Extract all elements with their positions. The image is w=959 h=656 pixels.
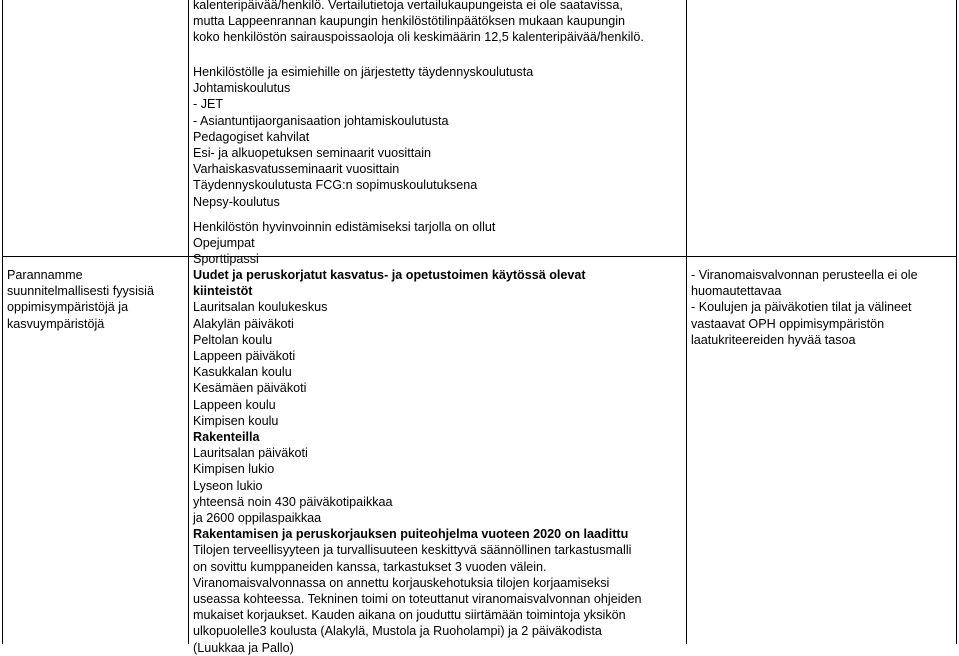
text-line: yhteensä noin 430 päiväkotipaikkaa	[193, 494, 393, 509]
text-line: Alakylän päiväkoti	[193, 316, 294, 331]
evaluation-cell	[691, 267, 918, 348]
text-line: - Asiantuntijaorganisaation johtamiskoulutusta	[193, 113, 449, 128]
text-line: Täydennyskoulutusta FCG:n sopimuskoulutuksena	[193, 178, 478, 193]
text-line: Sporttipassi	[193, 252, 259, 267]
text-line: Henkilöstön hyvinvoinnin edistämiseksi tarjolla on ollut	[193, 220, 496, 234]
text-line: laatukriteereiden hyvää tasoa	[691, 332, 856, 347]
text-line: oppimisympäristöjä ja	[7, 300, 129, 315]
text-line: kalenteripäivää/henkilö. Vertailutietoja vertailukaupungeista ei ole saatavissa,	[193, 0, 623, 12]
text-line: useassa kohteessa. Tekninen toimi on toteuttanut viranomaisvalvonnan ohjeiden	[193, 592, 642, 607]
text-line: Nepsy-koulutus	[193, 194, 280, 209]
section-heading: kiinteistöt	[193, 284, 253, 299]
column-divider-1	[188, 0, 189, 644]
text-line: Lyseon lukio	[193, 478, 263, 493]
text-line: ulkopuolelle3 koulusta (Alakylä, Mustola ja Ruoholampi) ja 2 päiväkodista	[193, 624, 602, 639]
section-heading: Rakenteilla	[193, 430, 260, 445]
text-line: Kasukkalan koulu	[193, 365, 292, 380]
section-heading: Uudet ja peruskorjatut kasvatus- ja opetustoimen käytössä olevat	[193, 268, 586, 282]
text-line: Kimpisen koulu	[193, 413, 279, 428]
text-line: - Koulujen ja päiväkotien tilat ja välineet	[691, 300, 912, 315]
text-line: - JET	[193, 97, 224, 112]
text-line: on sovittu kumppaneiden kanssa, tarkastukset 3 vuoden välein.	[193, 559, 547, 574]
text-line: Pedagogiset kahvilat	[193, 129, 310, 144]
text-line: Viranomaisvalvonnassa on annettu korjauskehotuksia tilojen korjaamiseksi	[193, 575, 610, 590]
text-line: Esi- ja alkuopetuksen seminaarit vuosittain	[193, 146, 432, 161]
text-line: (Luukkaa ja Pallo)	[193, 640, 294, 655]
text-line: ja 2600 oppilaspaikkaa	[193, 511, 322, 526]
text-line: Opejumpat	[193, 236, 255, 251]
text-line: Lappeen koulu	[193, 397, 276, 412]
text-line: - Viranomaisvalvonnan perusteella ei ole	[691, 268, 918, 282]
text-line: Johtamiskoulutus	[193, 81, 291, 96]
text-line: Lauritsalan koulukeskus	[193, 300, 328, 315]
text-line: suunnitelmallisesti fyysisiä	[7, 284, 154, 299]
text-line: kasvuympäristöjä	[7, 316, 105, 331]
text-line: Varhaiskasvatusseminaarit vuosittain	[193, 162, 400, 177]
section-heading: Rakentamisen ja peruskorjauksen puiteohjelma vuoteen 2020 on laadittu	[193, 527, 629, 542]
table-border-right	[956, 0, 957, 644]
text-line: koko henkilöstön sairauspoissaoloja oli keskimäärin 12,5 kalenteripäivää/henkilö.	[193, 30, 644, 45]
text-line: Parannamme	[7, 268, 83, 282]
text-line: mutta Lappeenrannan kaupungin henkilöstötilinpäätöksen mukaan kaupungin	[193, 14, 626, 29]
goal-cell	[7, 267, 154, 332]
text-line: Kimpisen lukio	[193, 462, 275, 477]
text-line: Lappeen päiväkoti	[193, 349, 296, 364]
text-line: Henkilöstölle ja esimiehille on järjestetty täydennyskoulutusta	[193, 65, 534, 79]
text-line: mukaiset korjaukset. Kauden aikana on jouduttu siirtämään toimintoja yksikön	[193, 608, 626, 623]
training-list	[193, 64, 533, 210]
text-line: vastaavat OPH oppimisympäristön	[691, 316, 885, 331]
wellbeing-list	[193, 219, 495, 268]
text-line: Peltolan koulu	[193, 332, 273, 347]
facilities-cell	[193, 267, 642, 656]
column-divider-2	[686, 0, 687, 644]
text-line: Lauritsalan päiväkoti	[193, 446, 308, 461]
text-line: huomautettavaa	[691, 284, 782, 299]
text-line: Kesämäen päiväkoti	[193, 381, 307, 396]
text-line: Tilojen terveellisyyteen ja turvallisuuteen keskittyvä säännöllinen tarkastusmalli	[193, 543, 632, 558]
table-border-left	[2, 0, 3, 644]
sick-leave-text	[193, 0, 644, 46]
